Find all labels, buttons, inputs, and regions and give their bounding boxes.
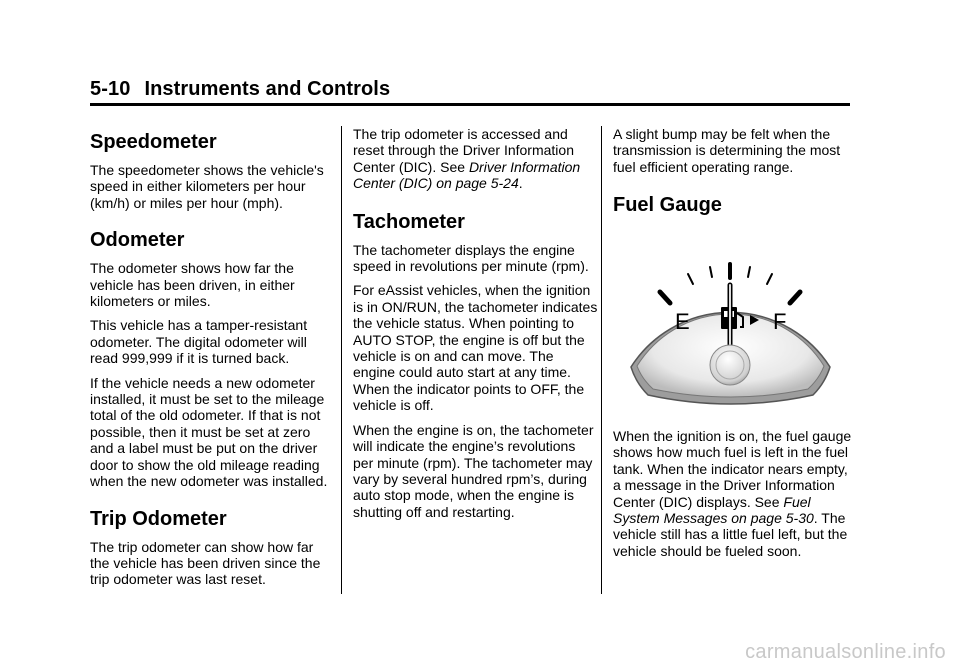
fuel-p1-text: When the ignition is on, the fuel gauge shows how much fuel is left in the fuel tank. When the indicator nears empty, a message in the Driver Information Center (DIC) displays. See [613,428,852,510]
odometer-heading: Odometer [90,229,185,252]
odometer-paragraph-3: If the vehicle needs a new odometer installed, it must be set to the mileage total of the old odometer. If that is not possible, then it must be set at zero and a label must be put on the driver door to show the old mileage reading when the new odometer was installed. [90,374,328,490]
page-header [90,78,390,101]
page-number: 5-10 [90,78,131,100]
section-title: Instruments and Controls [144,78,391,100]
watermark: carmanualsonline.info [745,641,946,663]
tachometer-paragraph-1: The tachometer displays the engine speed in revolutions per minute (rpm). [353,241,589,275]
column-divider-2 [601,126,602,594]
odometer-paragraph-2: This vehicle has a tamper-resistant odometer. The digital odometer will read 999,999 if it is turned back. [90,317,308,367]
dic-reference-link[interactable]: Driver Information Center (DIC) on page 5-24 [353,158,581,192]
transmission-bump-paragraph: A slight bump may be felt when the transmission is determining the most fuel efficient operating range. [613,126,841,175]
column-3-lower [613,428,858,559]
gauge-full-label: F [773,309,787,334]
tachometer-heading: Tachometer [353,210,465,233]
gauge-empty-label: E [675,309,690,334]
trip-odometer-heading: Trip Odometer [90,507,227,530]
fuel-gauge-illustration [613,255,848,405]
odometer-paragraph-1: The odometer shows how far the vehicle has been driven, in either kilometers or miles. [90,260,295,310]
trip-p2-end: . [518,175,523,192]
column-1 [90,126,330,588]
speedometer-paragraph: The speedometer shows the vehicle's speed in either kilometers per hour (km/h) or miles per hour (mph). [90,162,324,211]
column-divider-1 [341,126,342,594]
trip-odometer-paragraph-2 [353,126,598,192]
fuel-p1-end: . The vehicle still has a little fuel left, but the vehicle should be fueled soon. [613,510,848,559]
fuel-gauge-icon [613,255,848,405]
trip-odometer-paragraph-1: The trip odometer can show how far the vehicle has been driven since the trip odometer was last reset. [90,538,321,588]
speedometer-heading: Speedometer [90,131,217,153]
column-2 [353,126,598,520]
column-3 [613,126,858,217]
fuel-gauge-paragraph [613,428,858,559]
fuel-gauge-heading: Fuel Gauge [613,194,722,217]
trip-p2-text: The trip odometer is accessed and reset through the Driver Information Center (DIC). See [353,126,574,175]
tachometer-paragraph-2: For eAssist vehicles, when the ignition is in ON/RUN, the tachometer indicates the vehicle status. When pointing to AUTO STOP, the engine is off but the vehicle is on and can move. The engine could auto start at any time. When the indicator points to OFF, the vehicle is off. [353,282,598,414]
fuel-system-messages-link[interactable]: Fuel System Messages on page 5-30 [613,493,814,527]
tachometer-paragraph-3: When the engine is on, the tachometer will indicate the engine’s revolutions per minute (rpm). The tachometer may vary by several hundred rpm’s, during auto stop mode, when the engine is shutting off and restarting. [353,421,594,520]
header-rule [90,103,850,106]
